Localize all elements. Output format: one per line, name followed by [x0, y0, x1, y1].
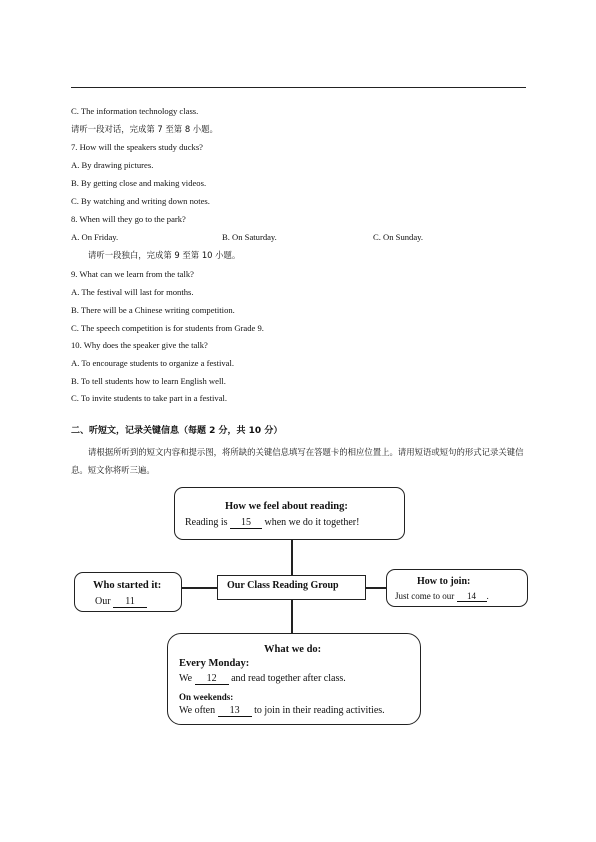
box-what-we-do: [167, 633, 421, 725]
join-pre: Just come to our: [395, 591, 455, 601]
box-how-we-feel: [174, 487, 405, 540]
q8-option-a: A. On Friday.: [71, 232, 119, 242]
instruction-9-10: 请听一段独白，完成第 9 至第 10 小题。: [88, 250, 241, 260]
monday-text: [179, 673, 346, 685]
box-how-we-feel-title: How we feel about reading:: [225, 501, 348, 512]
instruction-7-8: 请听一段对话，完成第 7 至第 8 小题。: [71, 124, 218, 134]
who-pre: Our: [95, 596, 111, 607]
blank-13: 13: [218, 705, 252, 717]
blank-15: 15: [230, 517, 262, 529]
monday-pre: We: [179, 673, 193, 684]
blank-12: 12: [195, 673, 229, 685]
header-rule: [71, 87, 526, 88]
q9-option-b: B. There will be a Chinese writing competition.: [71, 305, 235, 315]
box-who-started: [74, 572, 182, 612]
box-what-we-do-title: What we do:: [264, 644, 322, 655]
box-how-we-feel-text: [185, 517, 359, 529]
question-8: 8. When will they go to the park?: [71, 214, 186, 224]
q8-option-b: B. On Saturday.: [222, 232, 277, 242]
feel-post: when we do it together!: [264, 517, 360, 528]
every-monday-label: Every Monday:: [179, 658, 250, 669]
join-post: .: [486, 591, 489, 601]
monday-post: and read together after class.: [231, 673, 346, 684]
section-2-heading: 二、听短文，记录关键信息（每题 2 分，共 10 分）: [71, 426, 283, 436]
q10-option-b: B. To tell students how to learn English well.: [71, 376, 226, 386]
q10-option-a: A. To encourage students to organize a festival.: [71, 358, 235, 368]
q7-option-c: C. By watching and writing down notes.: [71, 196, 210, 206]
connector-top: [291, 539, 293, 575]
box-how-to-join: [386, 569, 528, 607]
feel-pre: Reading is: [185, 517, 228, 528]
weekend-pre: We often: [179, 705, 216, 716]
connector-right: [365, 587, 386, 589]
q7-option-b: B. By getting close and making videos.: [71, 178, 207, 188]
connector-left: [181, 587, 218, 589]
box-how-to-join-title: How to join:: [417, 576, 471, 587]
q7-option-a: A. By drawing pictures.: [71, 160, 154, 170]
on-weekends-label: On weekends:: [179, 692, 234, 702]
connector-bottom: [291, 600, 293, 633]
box-reading-group: [217, 575, 366, 600]
weekend-text: [179, 705, 385, 717]
question-7: 7. How will the speakers study ducks?: [71, 142, 203, 152]
weekend-post: to join in their reading activities.: [254, 705, 385, 716]
q9-option-c: C. The speech competition is for students from Grade 9.: [71, 323, 264, 333]
box-how-to-join-text: [395, 591, 489, 602]
box-reading-group-title: Our Class Reading Group: [227, 580, 339, 591]
option-c-it: C. The information technology class.: [71, 106, 199, 116]
section-2-instruction: 请根据所听到的短文内容和提示图，将所缺的关键信息填写在答题卡的相应位置上。请用短语或短句的形式记录关键信息。短文你将听三遍。: [71, 447, 524, 475]
q9-option-a: A. The festival will last for months.: [71, 287, 194, 297]
q10-option-c: C. To invite students to take part in a festival.: [71, 393, 228, 403]
box-who-started-text: [95, 596, 147, 608]
blank-11: 11: [113, 596, 147, 608]
question-10: 10. Why does the speaker give the talk?: [71, 340, 208, 350]
blank-14: 14: [457, 591, 487, 602]
question-9: 9. What can we learn from the talk?: [71, 269, 194, 279]
q8-option-c: C. On Sunday.: [373, 232, 424, 242]
box-who-started-title: Who started it:: [93, 580, 162, 591]
